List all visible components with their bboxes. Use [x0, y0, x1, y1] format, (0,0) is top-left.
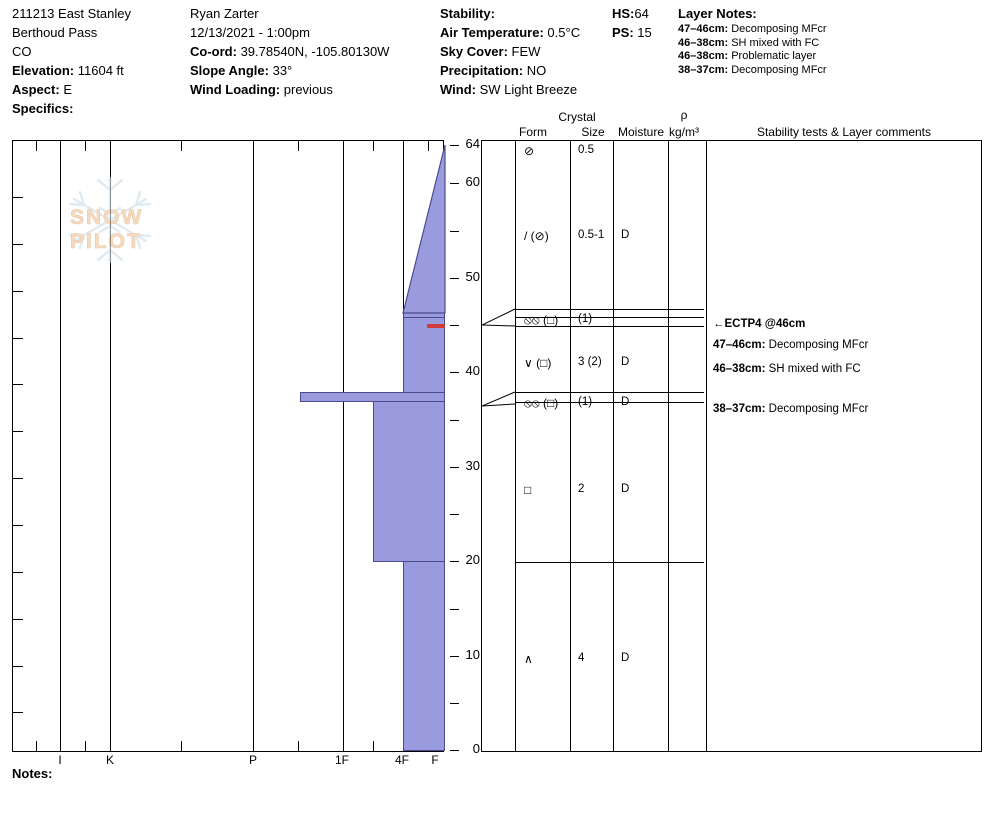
precipitation-label: Precipitation:	[440, 63, 524, 78]
depth-tick-0: 0	[472, 741, 480, 756]
hs-row	[612, 4, 672, 23]
watermark-text: SNOW PILOT	[70, 206, 144, 253]
layer-note-range: 38–37cm:	[678, 63, 729, 76]
moisture-header: Moisture	[617, 125, 664, 139]
slope-angle-value: 33°	[272, 63, 293, 78]
air-temperature-value: 0.5°C	[547, 25, 581, 40]
layer-comment-entry	[713, 339, 868, 351]
header-snowpack-column	[612, 4, 672, 42]
layer-size-0: 0.5	[578, 144, 594, 156]
layer-bar-depth-hoar	[403, 561, 445, 751]
density-units-header: kg/m³	[669, 125, 699, 139]
sky-cover-label: Sky Cover:	[440, 44, 508, 59]
elevation-value: 11604 ft	[77, 63, 124, 78]
header-observer-column	[190, 4, 435, 99]
stability-test-arrow: ←	[713, 318, 725, 330]
hardness-label-F: F	[431, 753, 439, 767]
depth-axis	[444, 136, 480, 756]
stability-tests-header: Stability tests & Layer comments	[756, 125, 932, 139]
coordinates-value: 39.78540N, -105.80130W	[240, 44, 390, 59]
layer-note-range: 47–46cm:	[678, 23, 729, 35]
layer-note-range: 46–38cm:	[678, 50, 729, 62]
observer-name: Ryan Zarter	[190, 6, 259, 21]
wind-value: SW Light Breeze	[479, 82, 578, 97]
observation-datetime: 12/13/2021 - 1:00pm	[190, 25, 310, 40]
wind-loading-row	[190, 80, 435, 99]
layer-form-2: ⦸⦸ (□)	[524, 313, 559, 327]
wind-label: Wind:	[440, 82, 476, 97]
layer-note-item	[678, 37, 988, 51]
aspect-value: E	[63, 82, 72, 97]
layer-notes-title: Layer Notes:	[678, 6, 757, 21]
hardness-label-P: P	[248, 753, 257, 767]
layer-note-text: Decomposing MFcr	[731, 23, 827, 35]
ps-label: PS:	[612, 25, 634, 40]
depth-tick-10: 10	[465, 647, 480, 662]
stability-test-label: ECTP4 @46cm	[724, 318, 806, 330]
leader-line-crust-upper	[482, 301, 516, 335]
density-symbol-header: ρ	[680, 108, 688, 122]
layer-data-table	[481, 140, 982, 752]
layer-comment-text: SH mixed with FC	[768, 363, 861, 375]
layer-comment-text: Decomposing MFcr	[768, 339, 869, 351]
layer-form-5: □	[524, 483, 532, 497]
layer-note-text: SH mixed with FC	[731, 36, 820, 49]
depth-tick-30: 30	[465, 458, 480, 473]
layer-form-3: ∨ (□)	[524, 356, 552, 370]
ps-row	[612, 23, 672, 42]
hardness-label-4F: 4F	[394, 753, 409, 767]
layer-moisture-3: D	[621, 356, 630, 368]
layer-bar-mf-crust-lower	[300, 392, 445, 402]
layer-moisture-1: D	[621, 229, 630, 241]
slope-angle-row	[190, 61, 435, 80]
profile-header	[0, 0, 994, 115]
layer-form-1: / (⊘)	[524, 229, 549, 243]
layer-comment-entry	[713, 403, 868, 415]
layer-comment-entry	[713, 363, 861, 375]
specifics-row	[12, 99, 187, 118]
precipitation-row	[440, 61, 580, 80]
header-weather-column	[440, 4, 580, 99]
depth-tick-40: 40	[465, 363, 480, 378]
depth-tick-20: 20	[465, 552, 480, 567]
layer-note-item	[678, 64, 988, 78]
weak-layer-marker	[427, 324, 445, 328]
aspect-row	[12, 80, 187, 99]
air-temperature-row	[440, 23, 580, 42]
layer-comment-text: Decomposing MFcr	[768, 403, 869, 415]
header-location-column	[12, 4, 187, 118]
site-name: Berthoud Pass	[12, 25, 98, 40]
coordinates-label: Co-ord:	[190, 44, 237, 59]
layer-note-item	[678, 50, 988, 64]
size-header: Size	[581, 125, 605, 139]
layer-note-text: Problematic layer	[731, 50, 817, 62]
layer-comment-range: 46–38cm:	[713, 363, 766, 375]
layer-size-1: 0.5-1	[578, 229, 605, 241]
wind-loading-label: Wind Loading:	[190, 82, 281, 97]
layer-form-4: ⦸⦸ (□)	[524, 396, 559, 410]
layer-size-3: 3 (2)	[578, 356, 602, 368]
layer-note-range: 46–38cm:	[678, 36, 729, 49]
depth-tick-60: 60	[465, 174, 480, 189]
stability-test-entry	[713, 318, 805, 330]
elevation-label: Elevation:	[12, 63, 75, 78]
depth-tick-64: 64	[465, 136, 480, 151]
header-layer-notes-column	[678, 4, 988, 77]
sky-cover-row	[440, 42, 580, 61]
layer-size-2: (1)	[578, 313, 593, 325]
crystal-header: Crystal	[558, 110, 596, 124]
hardness-label-1F: 1F	[334, 753, 349, 767]
specifics-label: Specifics:	[12, 101, 74, 116]
layer-bar-facets	[373, 400, 445, 562]
layer-note-text: Decomposing MFcr	[731, 63, 827, 76]
depth-tick-50: 50	[465, 269, 480, 284]
layer-moisture-6: D	[621, 652, 630, 664]
hs-value: 64	[634, 6, 649, 21]
sky-cover-value: FEW	[511, 44, 541, 59]
layer-note-item	[678, 23, 988, 37]
elevation-row	[12, 61, 187, 80]
ps-value: 15	[637, 25, 652, 40]
layer-form-0: ⊘	[524, 144, 535, 158]
hardness-label-K: K	[105, 753, 114, 767]
form-header: Form	[519, 125, 547, 139]
snowpilot-watermark	[40, 170, 220, 270]
hs-label: HS:	[612, 6, 635, 21]
leader-line-crust-lower	[482, 384, 516, 414]
layer-comment-range: 47–46cm:	[713, 339, 766, 351]
layer-size-6: 4	[578, 652, 585, 664]
slope-angle-label: Slope Angle:	[190, 63, 269, 78]
state-name: CO	[12, 44, 32, 59]
layer-form-6: ∧	[524, 652, 533, 666]
stability-label: Stability:	[440, 6, 495, 21]
layer-bar-new-snow-wedge	[396, 141, 448, 316]
notes-label: Notes:	[12, 766, 53, 781]
wind-loading-value: previous	[283, 82, 333, 97]
coordinates-row	[190, 42, 435, 61]
layer-size-5: 2	[578, 483, 585, 495]
air-temperature-label: Air Temperature:	[440, 25, 544, 40]
hardness-label-I: I	[58, 753, 62, 767]
layer-moisture-4: D	[621, 396, 630, 408]
precipitation-value: NO	[526, 63, 547, 78]
layer-size-4: (1)	[578, 396, 593, 408]
stability-row	[440, 4, 580, 23]
layer-comment-range: 38–37cm:	[713, 403, 766, 415]
layer-moisture-5: D	[621, 483, 630, 495]
wind-row	[440, 80, 580, 99]
aspect-label: Aspect:	[12, 82, 60, 97]
profile-title: 211213 East Stanley	[12, 6, 132, 21]
